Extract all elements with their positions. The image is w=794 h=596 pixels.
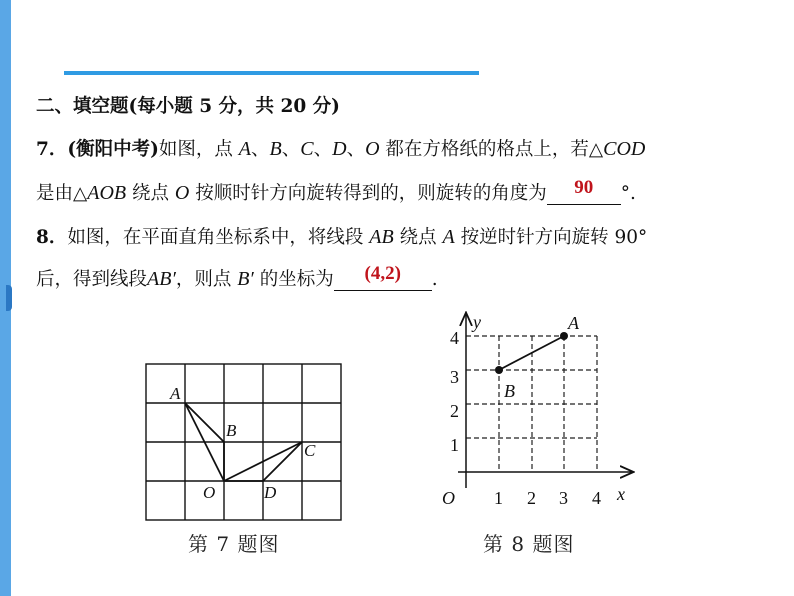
point-b xyxy=(495,366,503,374)
title-underline xyxy=(64,71,479,75)
sidebar-notch xyxy=(6,285,12,311)
fig8-origin-label: O xyxy=(442,488,455,508)
fig8-label-a: A xyxy=(568,313,579,333)
fig8-y-tick-2: 2 xyxy=(450,401,459,421)
fig7-label-c: C xyxy=(304,441,316,460)
fig8-y-tick-3: 3 xyxy=(450,367,459,387)
fig8-x-tick-1: 1 xyxy=(494,488,503,508)
fig8-x-tick-2: 2 xyxy=(527,488,536,508)
fig8-x-tick-3: 3 xyxy=(559,488,568,508)
fig8-y-tick-1: 1 xyxy=(450,435,459,455)
fig8-dashed-grid xyxy=(466,336,597,472)
figure-7 xyxy=(140,360,350,530)
q8-line-1: 8．如图，在平面直角坐标系中，将线段 AB 绕点 A 按逆时针方向旋转 90° xyxy=(36,226,648,248)
left-accent-bar xyxy=(0,0,11,596)
figure-7-caption: 第 7 题图 xyxy=(188,532,280,556)
fig7-label-d: D xyxy=(264,483,277,502)
figure-8-caption: 第 8 题图 xyxy=(483,532,575,556)
fig7-label-o: O xyxy=(203,483,216,502)
q8-line-2: 后，得到线段AB′，则点 B′ 的坐标为 (4,2) . xyxy=(36,263,438,290)
fig8-label-b: B xyxy=(504,381,515,401)
fig8-x-tick-4: 4 xyxy=(592,488,601,508)
figure-8 xyxy=(436,308,646,508)
section-heading: 二、填空题(每小题 5 分，共 20 分) xyxy=(36,96,340,117)
fig8-y-label: y xyxy=(473,312,481,332)
q7-line-1: 7．(衡阳中考)如图，点 A、B、C、D、O 都在方格纸的格点上，若△COD xyxy=(36,138,646,160)
fig8-y-tick-4: 4 xyxy=(450,328,459,348)
q8-answer-blank[interactable]: (4,2) xyxy=(334,270,432,291)
q7-answer-blank[interactable]: 90 xyxy=(547,184,621,205)
q7-line-2: 是由△AOB 绕点 O 按顺时针方向旋转得到的，则旋转的角度为 90 °. xyxy=(36,177,636,204)
fig8-x-label: x xyxy=(617,484,625,504)
fig7-label-b: B xyxy=(226,421,237,440)
fig7-label-a: A xyxy=(170,384,181,403)
point-a xyxy=(560,332,568,340)
